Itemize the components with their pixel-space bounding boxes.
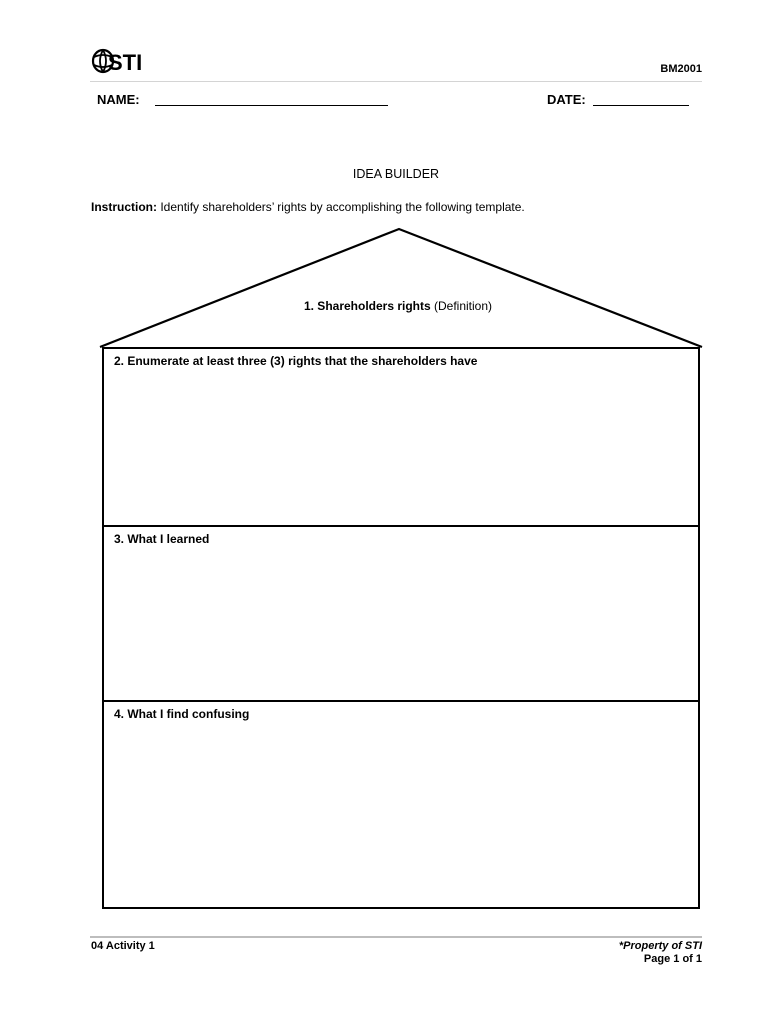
footer-activity: 04 Activity 1 <box>91 940 155 952</box>
section-learned-box[interactable] <box>102 525 700 702</box>
name-field-line[interactable] <box>155 105 388 106</box>
instruction <box>91 200 525 214</box>
date-label: DATE: <box>547 92 586 107</box>
roof-label <box>0 299 768 313</box>
roof-label-bold: 1. Shareholders rights <box>303 299 431 313</box>
section-confusing-label: 4. What I find confusing <box>114 707 250 721</box>
roof-label-rest: (Definition) <box>430 299 493 313</box>
instruction-label: Instruction: <box>91 200 157 214</box>
footer-divider <box>90 936 702 938</box>
footer-right <box>619 940 702 966</box>
instruction-text: Identify shareholders’ rights by accomplishing the following template. <box>157 200 525 214</box>
document-code: BM2001 <box>660 63 702 75</box>
sti-logo <box>90 46 150 76</box>
footer-page-number: Page 1 of 1 <box>643 953 702 965</box>
footer-property: *Property of STI <box>618 940 702 952</box>
section-learned-label: 3. What I learned <box>114 532 210 546</box>
house-roof <box>96 226 706 350</box>
logo-text: STI <box>108 50 143 75</box>
section-confusing-box[interactable] <box>102 700 700 909</box>
date-field-line[interactable] <box>593 105 689 106</box>
section-rights-label: 2. Enumerate at least three (3) rights that the shareholders have <box>114 354 478 368</box>
globe-logo-icon <box>90 46 150 76</box>
name-label: NAME: <box>97 92 140 107</box>
page-title: IDEA BUILDER <box>352 167 440 181</box>
section-rights-box[interactable] <box>102 347 700 527</box>
header-divider <box>90 81 702 82</box>
